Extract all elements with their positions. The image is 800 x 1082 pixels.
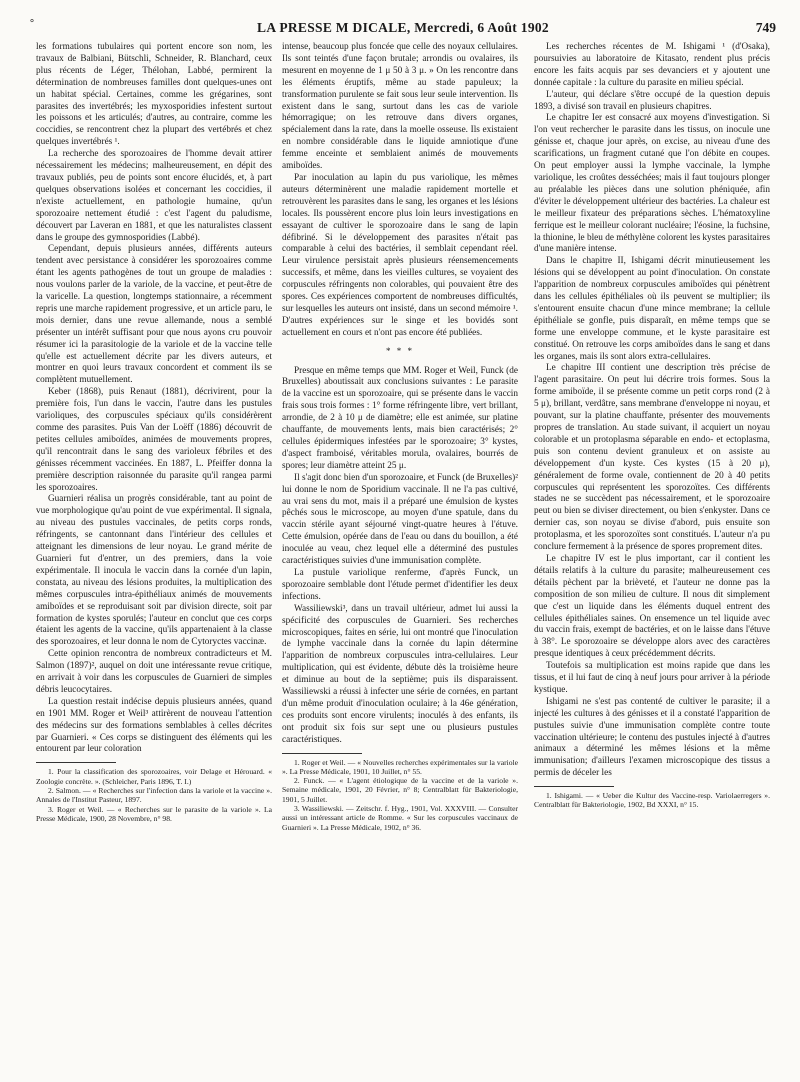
header-mark: ° [30, 18, 34, 29]
column-middle [282, 42, 518, 832]
paragraph: Il s'agit donc bien d'un sporozoaire, et Funck (de Bruxelles)² lui donne le nom de Sporidium vaccinale. Il ne l'a pas cultivé, au vrai sens du mot, mais il a préparé une émulsion de kystes pêchés sous le microscope, au moyen d'une spatule, dans du vaccin stérile ayant séjourné vingt-quatre heures à l'étuve. Cette émulsion, opérée dans de l'eau ou dans du bouillon, a été inoculée au veau, chez lequel elle a déterminé des pustules caractéristiques suivies d'une immunisation complète. [282, 472, 518, 567]
paragraph: Les recherches récentes de M. Ishigami ¹ (d'Osaka), poursuivies au laboratoire de Kitasato, rendent plus précis encore les faits acquis par ses devanciers et y ajoutent une donnée capitale : la culture du parasite en milieu spécial. [534, 42, 770, 88]
footnote: 1. Ishigami. — « Ueber die Kultur des Vaccine-resp. Variolaerregers ». Centralblatt für Bakteriologie, 1902, Bd XXXI, n° 15. [534, 791, 770, 810]
paragraph: les formations tubulaires qui portent encore son nom, les travaux de Balbiani, Bütschli, Schneider, R. Blanchard, ceux plus récents de Léger, Thélohan, Labbé, permirent la détermination de nombreuses familles dont quelques-unes ont un habitat spécial. Certaines, comme les grégarines, sont parasites des invertébrés; les myxosporidies infestent surtout les poissons et les articulés; d'autres, au contraire, comme les coccidies, se rencontrent chez la plupart des vertébrés et chez quelques invertébrés ¹. [36, 42, 272, 148]
page-header [30, 8, 776, 42]
paragraph: Wassiliewski³, dans un travail ultérieur, admet lui aussi la spécificité des corpuscules de Guarnieri. Ses recherches microscopiques, faites en série, lui ont montré que l'inoculation de lymphe vaccinale dans la cornée du lapin détermine l'apparition de nombreux corpuscules intra-cellulaires. Leur multiplication, qui est évidente, débute dès la troisième heure et diminue au bout de la septième; puis ils disparaissent. Wassiliewski a réussi à infecter une série de cornées, en partant d'un même produit d'inoculation oculaire; à la 46e génération, ces produits sont encore virulents; inoculés à des enfants, ils ont produit six fois sur sept une ou plusieurs pustules caractéristiques. [282, 603, 518, 745]
section-separator: * * * [386, 345, 414, 356]
footnote: 2. Salmon. — « Recherches sur l'infection dans la variole et la vaccine ». Annales de l'Institut Pasteur, 1897. [36, 785, 272, 805]
paragraph: La question restait indécise depuis plusieurs années, quand en 1901 MM. Roger et Weil³ attirèrent de nouveau l'attention des médecins sur des formations semblables à celles décrites par Guarnieri. « Ces corps se distinguent des éléments qui les entourent par leur coloration [36, 696, 272, 755]
footnote: 3. Roger et Weil. — « Recherches sur le parasite de la variole ». La Presse Médicale, 1900, 28 Novembre, n° 98. [36, 804, 272, 823]
footnote: 1. Pour la classification des sporozoaires, voir Delage et Hérouard. « Zoologie concrète. ». (Schleicher, Paris 1896, T. I.) [36, 767, 272, 786]
paragraph: Cette opinion rencontra de nombreux contradicteurs et M. Salmon (1897)², auquel on doit une intéressante revue critique, en arrivait à voir dans les corpuscules de Guarnieri de simples débris leucocytaires. [36, 649, 272, 695]
paragraph: Toutefois sa multiplication est moins rapide que dans les tissus, et il lui faut de cinq à neuf jours pour arriver à la période kystique. [534, 661, 770, 695]
paragraph: Guarnieri réalisa un progrès considérable, tant au point de vue morphologique qu'au point de vue expérimental. Il signala, au niveau des pustules vaccinales, de petits corps ronds, réfringents, se cantonnant dans l'intérieur des cellules et atteignant les dimensions de leur noyau. Le grand mérite de Guarnieri fut d'entrer, un des premiers, dans la voie expérimentale. Il inocula le vaccin dans la cornée d'un lapin, constata, au niveau des lésions produites, la multiplication des mêmes corpuscules intra-épithéliaux animés de mouvements amiboïdes et se reproduisant soit par division directe, soit par formation de kystes sporulés; l'auteur en conclut que ces corps étaient les agents de la vaccine, qu'ils appartenaient à la classe des sporozoaires, et leur donna le nom de Cytoryctes vaccinæ. [36, 494, 272, 648]
paragraph: L'auteur, qui déclare s'être occupé de la question depuis 1893, a divisé son travail en plusieurs chapitres. [534, 89, 770, 112]
paragraph: Par inoculation au lapin du pus variolique, les mêmes auteurs déterminèrent une maladie rapidement mortelle et retrouvèrent les parasites dans le sang, les organes et les lésions locales. Ils poussèrent encore plus loin leurs investigations en essayant de cultiver le sporozoaire dans le sang de lapin défibriné. Si le développement des parasites n'était pas comparable à celui des bactéries, il semblait cependant réel. Leur virulence persistait après plusieurs réensemencements successifs, et même, dans les vieilles cultures, se voyaient des corpuscules réfringents non colorables, qui pouvaient être des spores. Ces expériences comportent de nombreuses difficultés, sur lesquelles les auteurs ont insisté, dans un second mémoire ¹. D'autres expériences sur le singe et les bovidés sont actuellement en cours et n'ont pas encore été publiées. [282, 172, 518, 338]
column-left [36, 42, 272, 823]
paragraph: La recherche des sporozoaires de l'homme devait attirer nécessairement les médecins; malheureusement, en dépit des travaux publiés, peu de points sont encore élucidés, et, à part quelques observations isolées et concernant les coccidies, il n'existe actuellement, en pathologie humaine, qu'un sporozoaire nettement étudié : c'est l'agent du paludisme, découvert par Laveran en 1881, et que les naturalistes classent dans le groupe des gymnosporidies (Labbé). [36, 149, 272, 243]
footnote-divider [36, 762, 116, 763]
footnote: 2. Funck. — « L'agent étiologique de la vaccine et de la variole ». Semaine médicale, 1901, 20 Février, n° 8; Centralblatt für Bakteriologie, 1901, 5 Juillet. [282, 776, 518, 804]
footnote-divider [282, 753, 362, 754]
journal-title: LA PRESSE M DICALE, Mercredi, 6 Août 1902 [257, 20, 549, 35]
footnote-divider [534, 786, 614, 787]
paragraph: Presque en même temps que MM. Roger et Weil, Funck (de Bruxelles) aboutissait aux conclusions suivantes : Le parasite de la vaccine est un sporozoaire, qui se présente dans le vaccin frais sous trois formes : 1° forme réfringente libre, vert brillant, arrondie, de 2 à 10 μ de diamètre; elle est animée, sur platine chauffante, de mouvements lents, mais bien caractérisés; 2° cellules épidermiques infestées par le sporozoaire; 3° kystes, d'aspect framboisé, véritables morula, ovalaires, bourrés de spores; leur diamètre atteint 25 μ. [282, 365, 518, 471]
paragraph: Le chapitre IV est le plus important, car il contient les détails relatifs à la culture du parasite; malheureusement ces détails pèchent par la brièveté, et l'auteur ne donne pas la composition de son milieu de culture. Il nous dit simplement que c'est un liquide dans les éléments duquel entrent des cellules épithéliales saines. On ensemence un tel liquide avec du vaccin frais, exempt de bactéries, et on le laisse dans l'étuve à 38°. Le sporozoaire se développe alors avec des caractères presque identiques à ceux précédemment décrits. [534, 553, 770, 660]
paragraph: Le chapitre Ier est consacré aux moyens d'investigation. Si l'on veut rechercher le parasite dans les tissus, on inocule une génisse et, chaque jour après, on excise, au niveau d'une des scarifications, un fragment cutané que l'on débite en coupes. On peut employer aussi la lymphe vaccinale, la lymphe variolique, les croûtes desséchées; mais il faut toujours plonger au préalable les pièces dans une solution phéniquée, afin d'éviter le développement ultérieur des bactéries. La chaleur est le meilleur fixateur des préparations sèches. L'hématoxyline ferrique est le meilleur colorant nucléaire; l'éosine, la fuchsine, la thionine, le bleu de méthylène colorent les kystes parasitaires d'une manière intense. [534, 113, 770, 255]
footnote: 1. Roger et Weil. — « Nouvelles recherches expérimentales sur la variole ». La Presse Médicale, 1901, 10 Juillet, n° 55. [282, 757, 518, 776]
paragraph: Ishigami ne s'est pas contenté de cultiver le parasite; il a injecté les cultures à des génisses et il a constaté l'apparition de pustules suivie d'une immunisation complète contre toute vaccination ultérieure; le contenu des pustules injecté à d'autres animaux a déterminé les mêmes lésions et la même immunisation; d'ailleurs l'examen microscopique des tissus a permis de déceler les [534, 696, 770, 779]
paragraph: intense, beaucoup plus foncée que celle des noyaux cellulaires. Ils sont teintés d'une façon brutale; arrondis ou ovalaires, ils mesurent en moyenne de 1 μ 50 à 3 μ. » On les rencontre dans les éléments éruptifs, même au stade papuleux; la transformation purulente se fait sous leur seule intervention. Ils existent dans le sang, surtout dans les cas de variole hémorragique; on les retrouve dans divers organes, spécialement dans la rate, dans la moelle osseuse. Ils existaient en nombre considérable dans le liquide amniotique d'une femme enceinte et semblaient animés de mouvements amiboïdes. [282, 42, 518, 172]
paragraph: Dans le chapitre II, Ishigami décrit minutieusement les lésions qui se développent au point d'inoculation. On constate l'apparition de nombreux corpuscules amiboïdes qui pénètrent dans les cellules épithéliales où ils peuvent se multiplier; ils s'entourent ensuite chacun d'une mince membrane; la cellule épithéliale se gonfle, puis disparaît, en même temps que se forme une enveloppe commune, et le kyste parasitaire est constitué. On retrouve les corps amiboïdes dans le sang et dans les organes, mais ils sont alors extra-cellulaires. [534, 256, 770, 362]
column-right [534, 42, 770, 810]
page-number: 749 [755, 20, 776, 35]
footnote: 3. Wassiliewski. — Zeitschr. f. Hyg., 1901, Vol. XXXVIII. — Consulter aussi un intéressant article de Romme. « Sur les corpuscules vaccinaux de Guarnieri ». La Presse Médicale, 1902, n° 36. [282, 804, 518, 832]
paragraph: Le chapitre III contient une description très précise de l'agent parasitaire. On peut lui décrire trois formes. Sous la forme amiboïde, il se présente comme un petit corps rond (2 à 5 μ), brillant, verdâtre, sans membrane d'enveloppe ni noyau, et pouvant, sur la platine chauffante, présenter des mouvements propres de translation. Au stade suivant, il acquiert un noyau colorable et un protoplasma séparable en endo- et ectoplasma, puis son contenu devient granuleux et on assiste au développement d'un kyste. Ces kystes (15 à 20 μ), généralement de forme ovale, contiennent de 20 à 40 petits corpuscules qui représentent les sporozoïtes. Ces différents stades ne se succèdent pas nécessairement, et le sporozoaire peut ou bien se diviser directement, ou bien s'enkyster. Dans ce dernier cas, son noyau se divise d'abord, puis ensuite son protoplasma, et les sporozoïtes sont constitués. L'auteur n'a pu conclure fermement à la présence de spores proprement dites. [534, 363, 770, 553]
paragraph: La pustule variolique renferme, d'après Funck, un sporozoaire semblable dont l'étude permet d'identifier les deux infections. [282, 567, 518, 602]
paragraph: Keber (1868), puis Renaut (1881), décrivirent, pour la première fois, l'un dans le vaccin, l'autre dans les pustules varioliques, des corpuscules spéciaux qu'ils considérèrent comme des parasites. Puis Van der Loëff (1886) découvrit de petites cellules amiboïdes, animées de mouvements propres, qu'il rencontrait dans le sang des varioleux fébriles et des génisses récemment vaccinées. En 1887, L. Pfeiffer donna la première description raisonnée du parasite qu'il rangea parmi les sporozoaires. [36, 387, 272, 493]
paragraph: Cependant, depuis plusieurs années, différents auteurs tendent avec persistance à considérer les sporozoaires comme étant les agents pathogènes de tout un groupe de maladies : nous voulons parler de la variole, de la vaccine, et peut-être de la varicelle. La question, longtemps stationnaire, a récemment repris une marche rapidement progressive, et un article paru, le mois dernier, dans une revue allemande, nous a semblé présenter un intérêt suffisant pour que nous ayons cru pouvoir résumer ici la parasitologie de la variole et de la vaccine telle qu'elle est actuellement décrite par les divers auteurs, et montrer en quoi leurs travaux concordent et comment ils se complètent mutuellement. [36, 244, 272, 386]
